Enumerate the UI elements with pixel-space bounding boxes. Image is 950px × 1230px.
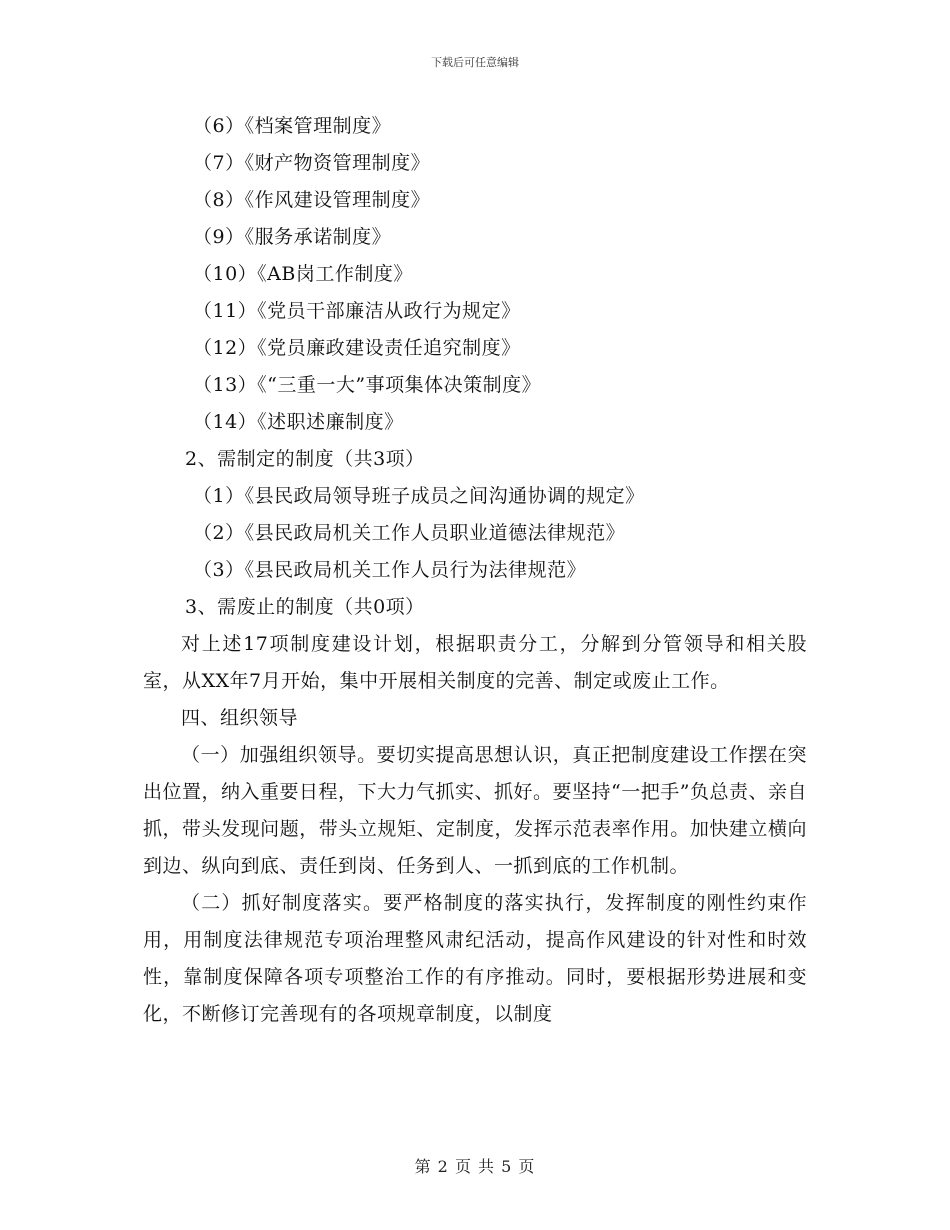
paragraph-implementation: （二）抓好制度落实。要严格制度的落实执行，发挥制度的刚性约束作用，用制度法律规范专项治理整风肃纪活动，提高作风建设的针对性和时效性，靠制度保障各项专项整治工作的有序推动。同时，要根据形势进展和变化，不断修订完善现有的各项规章制度，以制度 (143, 892, 807, 1025)
list-item: （10）《AB岗工作制度》 (193, 263, 413, 285)
list-item: （13）《“三重一大”事项集体决策制度》 (193, 374, 542, 396)
section-heading-new: 2、需制定的制度（共3项） (185, 448, 425, 470)
list-item: （3）《县民政局机关工作人员行为法律规范》 (193, 559, 587, 581)
section-heading-abolish: 3、需废止的制度（共0项） (185, 596, 425, 618)
list-item: （6）《档案管理制度》 (193, 115, 392, 137)
header-note: 下载后可任意编辑 (431, 56, 519, 69)
paragraph-organization: （一）加强组织领导。要切实提高思想认识，真正把制度建设工作摆在突出位置，纳入重要日程，下大力气抓实、抓好。要坚持“一把手”负总责、亲自抓，带头发现问题，带头立规矩、定制度，发挥示范表率作用。加快建立横向到边、纵向到底、责任到岗、任务到人、一抓到底的工作机制。 (143, 744, 807, 877)
list-item: （7）《财产物资管理制度》 (193, 152, 431, 174)
list-item: （2）《县民政局机关工作人员职业道德法律规范》 (193, 522, 626, 544)
document-body (143, 108, 807, 1033)
list-item: （12）《党员廉政建设责任追究制度》 (193, 337, 521, 359)
list-item: （9）《服务承诺制度》 (193, 226, 392, 248)
page-number: 第 2 页 共 5 页 (414, 1157, 536, 1176)
section-heading-four: 四、组织领导 (181, 707, 299, 729)
list-item: （1）《县民政局领导班子成员之间沟通协调的规定》 (193, 485, 645, 507)
summary-paragraph: 对上述17项制度建设计划，根据职责分工，分解到分管领导和相关股室，从XX年7月开始，集中开展相关制度的完善、制定或废止工作。 (143, 633, 807, 692)
list-item: （11）《党员干部廉洁从政行为规定》 (193, 300, 521, 322)
list-item: （8）《作风建设管理制度》 (193, 189, 431, 211)
list-item: （14）《述职述廉制度》 (193, 411, 404, 433)
